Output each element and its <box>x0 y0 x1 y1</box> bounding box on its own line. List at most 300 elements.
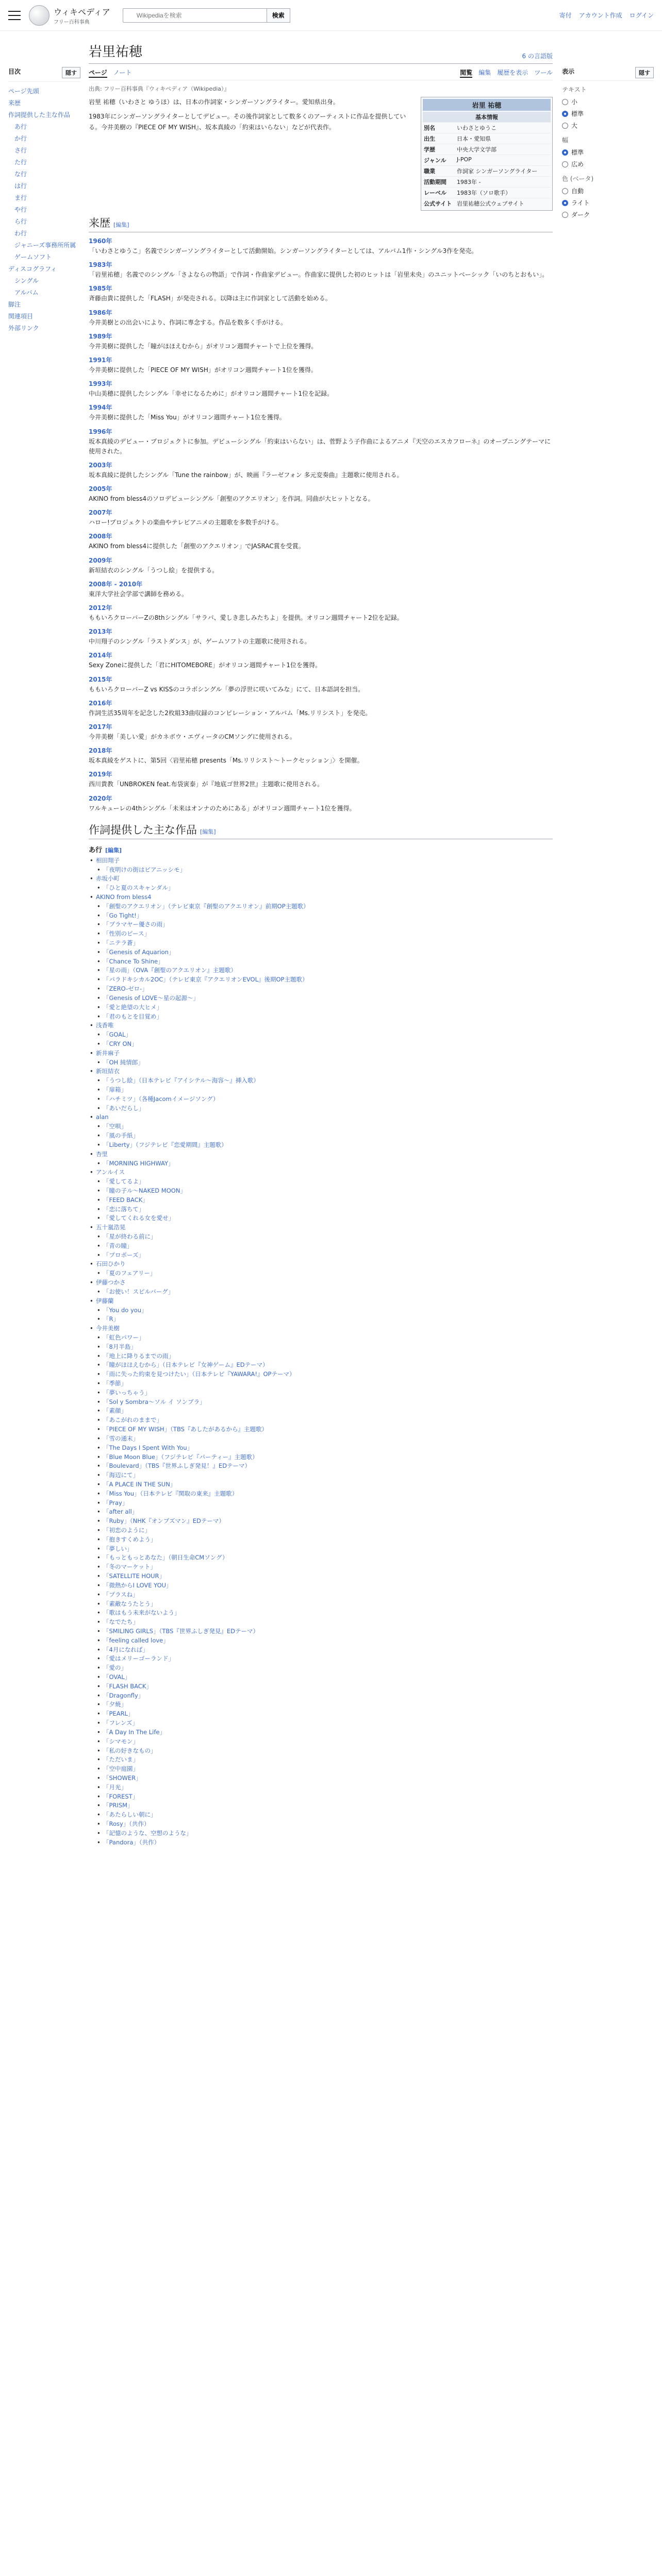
history-year[interactable]: 2020年 <box>89 794 112 802</box>
work-title <box>89 1425 553 1434</box>
work-title <box>89 1141 553 1150</box>
personal-tools <box>559 11 654 20</box>
work-title <box>89 1709 553 1719</box>
history-year[interactable]: 2015年 <box>89 675 112 683</box>
work-link[interactable]: 「星が終わる前に」 <box>103 1233 157 1240</box>
history-year[interactable]: 1994年 <box>89 404 112 412</box>
toc-item[interactable]: 関連項目 <box>8 313 34 320</box>
work-link[interactable]: 「PEARL」 <box>103 1710 134 1718</box>
work-title <box>89 1480 553 1489</box>
toc-item[interactable]: 脚注 <box>8 301 21 308</box>
work-link[interactable]: 「歌はもう未来がないよう」 <box>103 1609 180 1617</box>
radio-icon[interactable] <box>562 99 568 105</box>
work-title <box>89 920 553 929</box>
artist-name <box>89 1150 553 1159</box>
work-title <box>89 1076 553 1086</box>
work-link[interactable]: 「海辺にて」 <box>103 1471 139 1479</box>
work-link[interactable]: 「愛はメリーゴーランド」 <box>103 1655 174 1663</box>
artist-name <box>89 1021 553 1030</box>
artist-name <box>89 1324 553 1333</box>
work-title <box>89 1507 553 1517</box>
infobox-value: J-POP <box>457 156 472 163</box>
wikipedia-globe-icon <box>29 5 49 26</box>
work-title <box>89 1159 553 1168</box>
work-link[interactable]: 「夕焼」 <box>103 1701 127 1708</box>
toc-item[interactable]: や行 <box>14 206 27 213</box>
artist-link[interactable]: 浅香唯 <box>96 1022 114 1029</box>
work-link[interactable]: 「雨に失った約束を見つけたい」（日本テレビ『YAWARA!』OPテーマ） <box>103 1370 295 1378</box>
work-link[interactable]: 「プロポーズ」 <box>103 1251 144 1259</box>
work-link[interactable]: 「ニテラ蒼」 <box>103 939 139 946</box>
work-title <box>89 1352 553 1361</box>
history-text: 「いわさとゆうこ」名義でシンガーソングライターとして活動開始。シンガーソングライターとしては、アルバム1作・シングル3作を発売。 <box>89 247 478 255</box>
history-year[interactable]: 2003年 <box>89 461 112 469</box>
work-link[interactable]: 「Dragonfly」 <box>103 1691 144 1699</box>
radio-icon[interactable] <box>562 161 568 167</box>
work-link[interactable]: 「瞳の子ル〜NAKED MOON」 <box>103 1187 186 1194</box>
work-title <box>89 1406 553 1416</box>
history-text: 東洋大学社会学部で講師を務める。 <box>89 590 188 598</box>
history-text: 坂本真綾をゲストに、第5回〈岩里祐穂 presents「Ms.リリシスト〜トークセッション」〉を開催。 <box>89 757 363 765</box>
work-link[interactable]: 「夏のフェアリー」 <box>103 1269 156 1277</box>
history-year[interactable]: 1960年 <box>89 238 112 245</box>
from-wikipedia: 出典: フリー百科事典『ウィキペディア（Wikipedia）』 <box>89 86 230 92</box>
color-option-label: ダーク <box>571 211 590 218</box>
main-menu-icon[interactable] <box>8 11 21 20</box>
work-link[interactable]: 「記憶のような、空想のような」 <box>103 1829 192 1837</box>
work-link[interactable]: 「SHOWER」 <box>103 1774 142 1782</box>
history-year[interactable]: 2016年 <box>89 699 112 707</box>
work-link[interactable]: 「夢しい」 <box>103 1545 133 1552</box>
work-link[interactable]: 「Liberty」（フジテレビ『恋愛期間』主題歌） <box>103 1141 227 1148</box>
work-title <box>89 948 553 957</box>
work-title <box>89 1755 553 1765</box>
work-link[interactable]: 「Miss You」（日本テレビ『関取の東来』主題歌） <box>103 1489 238 1497</box>
work-link[interactable]: 「月光」 <box>103 1783 127 1791</box>
work-link[interactable]: 「8月半島」 <box>103 1343 137 1350</box>
header-link[interactable]: ログイン <box>629 12 654 19</box>
work-title <box>89 929 553 939</box>
work-title <box>89 1774 553 1783</box>
toc-item[interactable]: た行 <box>14 159 27 166</box>
toc-item[interactable]: ディスコグラフィ <box>8 265 57 273</box>
work-title <box>89 1012 553 1022</box>
toc-item[interactable]: ゲームソフト <box>14 253 52 261</box>
work-title <box>89 1104 553 1113</box>
infobox-key: 出生 <box>424 135 435 142</box>
logo-title: ウィキペディア <box>54 7 110 17</box>
toc-item[interactable]: ジャニーズ事務所所属 <box>14 242 76 249</box>
edit-link[interactable]: [編集] <box>105 846 122 854</box>
work-link[interactable]: 「Go Tight!」 <box>103 911 143 919</box>
work-link[interactable]: 「SMILING GIRLS」（TBS『世界ふしぎ発見』EDテーマ） <box>103 1627 259 1635</box>
work-title <box>89 911 553 921</box>
work-title <box>89 1187 553 1196</box>
history-year[interactable]: 2005年 <box>89 485 112 493</box>
work-link[interactable]: 「パラドキシカル2OC」（テレビ東京『アクエリオンEVOL』後期OP主題歌） <box>103 976 308 984</box>
work-link[interactable]: 「R」 <box>103 1315 119 1323</box>
work-title <box>89 1131 553 1141</box>
work-title <box>89 1462 553 1471</box>
work-link[interactable]: 「Chance To Shine」 <box>103 957 164 965</box>
history-year[interactable]: 2018年 <box>89 747 112 755</box>
main-content <box>89 41 553 1847</box>
work-link[interactable]: 「A Day In The Life」 <box>103 1728 166 1736</box>
toc-hide-button[interactable]: 隠す <box>62 67 80 78</box>
infobox-subheader: 基本情報 <box>423 112 551 122</box>
artist-name <box>89 1297 553 1306</box>
work-link[interactable]: 「愛してくれる女を愛せ」 <box>103 1214 174 1222</box>
work-title <box>89 1379 553 1388</box>
work-link[interactable]: 「FLASH BACK」 <box>103 1682 152 1690</box>
work-link[interactable]: 「Boulevard」（TBS『世界ふしぎ発見！』EDテーマ） <box>103 1462 251 1470</box>
infobox-row <box>423 198 551 209</box>
history-year[interactable]: 2007年 <box>89 509 112 517</box>
work-link[interactable]: 「虹色パワー」 <box>103 1333 145 1341</box>
work-link[interactable]: 「Genesis of LOVE〜星の起源〜」 <box>103 994 199 1002</box>
artist-link[interactable]: アンルイス <box>96 1168 125 1176</box>
toc-item[interactable]: 作詞提供した主な作品 <box>8 111 71 118</box>
artist-link[interactable]: 伊藤蘭 <box>96 1297 114 1304</box>
work-link[interactable]: 「あいだらし」 <box>103 1104 145 1112</box>
work-title <box>89 1333 553 1343</box>
artist-link[interactable]: alan <box>96 1113 109 1121</box>
work-link[interactable]: 「風の手紙」 <box>103 1132 139 1140</box>
infobox-title: 岩里 祐穂 <box>423 99 551 111</box>
history-text: 坂本真綾のデビュー・プロジェクトに参加。デビューシングル「約束はいらない」は、菅野よう子作曲によるアニメ『天空のエスカフローネ』のオープニングテーマに使用された。 <box>89 437 551 455</box>
color-option[interactable] <box>562 197 654 209</box>
work-link[interactable]: 「空唄」 <box>103 1123 127 1130</box>
site-logo[interactable] <box>29 5 110 26</box>
color-option[interactable] <box>562 209 654 221</box>
artist-link[interactable]: 五十嵐浩晃 <box>96 1224 126 1231</box>
radio-icon[interactable] <box>562 111 568 117</box>
work-link[interactable]: 「創聖のアクエリオン」（テレビ東京『創聖のアクエリオン』前期OP主題歌） <box>103 902 309 910</box>
infobox-key: 職業 <box>424 168 435 175</box>
work-link[interactable]: 「夢いっちゃう」 <box>103 1388 151 1396</box>
artist-name <box>89 856 553 866</box>
work-title <box>89 1526 553 1535</box>
work-link[interactable]: 「微熱からI LOVE YOU」 <box>103 1581 172 1589</box>
work-title <box>89 1306 553 1315</box>
color-option-label: 自動 <box>571 188 584 195</box>
work-title <box>89 1343 553 1352</box>
work-title <box>89 1434 553 1444</box>
work-link[interactable]: 「GOAL」 <box>103 1031 132 1039</box>
work-link[interactable]: 「うつし絵」（日本テレビ『アイシテル〜海容〜』挿入歌） <box>103 1077 259 1084</box>
work-link[interactable]: 「あたらしい朝に」 <box>103 1811 157 1819</box>
page-tabs <box>89 68 553 80</box>
work-link[interactable]: 「PRISM」 <box>103 1802 134 1809</box>
work-link[interactable]: 「ハチミツ」（各種Jacomイメージソング） <box>103 1095 219 1103</box>
work-title <box>89 1489 553 1499</box>
work-title <box>89 1453 553 1462</box>
artist-link[interactable]: 新井麻子 <box>96 1049 120 1057</box>
work-title <box>89 1618 553 1627</box>
work-link[interactable]: 「after all」 <box>103 1508 138 1516</box>
history-year[interactable]: 1985年 <box>89 285 112 293</box>
work-link[interactable]: 「MORNING HIGHWAY」 <box>103 1159 174 1167</box>
toc-item[interactable]: な行 <box>14 171 27 178</box>
work-link[interactable]: 「扉箱」 <box>103 1086 127 1093</box>
edit-link[interactable]: [編集] <box>113 222 129 228</box>
toc-item[interactable]: 来歴 <box>8 99 21 107</box>
work-title <box>89 1003 553 1012</box>
color-option-label: ライト <box>571 199 590 207</box>
work-title <box>89 884 553 893</box>
work-title <box>89 1444 553 1453</box>
tab[interactable]: 閲覧 <box>460 68 472 78</box>
width-option[interactable] <box>562 146 654 158</box>
work-title <box>89 1214 553 1223</box>
work-link[interactable]: 「星の雨」（OVA『創聖のアクエリオン』主題歌） <box>103 967 237 974</box>
work-title <box>89 1810 553 1820</box>
infobox-value: いわさとゆうこ <box>457 125 496 131</box>
work-title <box>89 1370 553 1379</box>
work-link[interactable]: 「CRY ON」 <box>103 1040 138 1047</box>
work-link[interactable]: 「Ruby」（NHK『オンブズマン』EDテーマ） <box>103 1517 225 1525</box>
work-link[interactable]: 「冬のマーケット」 <box>103 1563 156 1571</box>
toc-item[interactable]: さ行 <box>14 147 27 154</box>
artist-link[interactable]: 赤坂小町 <box>96 875 120 883</box>
radio-icon[interactable] <box>562 123 568 129</box>
work-link[interactable]: 「SATELLITE HOUR」 <box>103 1572 166 1580</box>
toc-item[interactable]: アルバム <box>14 289 39 296</box>
work-link[interactable]: 「愛の」 <box>103 1664 127 1672</box>
width-option-label: 標準 <box>571 149 584 156</box>
radio-icon[interactable] <box>562 200 568 206</box>
artist-link[interactable]: 相田翔子 <box>96 856 120 864</box>
work-link[interactable]: 「Rosy」（共作） <box>103 1820 150 1827</box>
history-text: 「岩里祐穂」名義でのシングル「さよならの物語」で作詞・作曲家デビュー。作曲家に提供した初のヒットは「岩里未央」のユニットベーシック「いのちとおもい」。 <box>89 271 549 279</box>
work-link[interactable]: 「空中庭園」 <box>103 1765 139 1773</box>
work-link[interactable]: 「素敵なうたとう」 <box>103 1600 157 1607</box>
work-link[interactable]: 「OVAL」 <box>103 1673 131 1681</box>
work-title <box>89 1590 553 1600</box>
search-input[interactable] <box>123 8 267 23</box>
work-link[interactable]: 「抱きすくめよう」 <box>103 1535 157 1543</box>
history-text: ハロー!プロジェクトの楽曲やテレビアニメの主題歌を多数手がける。 <box>89 519 283 527</box>
infobox-row <box>423 133 551 144</box>
work-link[interactable]: 「季節」 <box>103 1380 127 1387</box>
toc-item[interactable]: ら行 <box>14 218 27 225</box>
toc-item[interactable]: ページ先頭 <box>8 88 39 95</box>
work-link[interactable]: 「Sol y Sombra〜ソル イ ソンブラ」 <box>103 1398 206 1405</box>
work-link[interactable]: 「フレンズ」 <box>103 1719 138 1727</box>
history-year[interactable]: 2014年 <box>89 652 112 659</box>
work-link[interactable]: 「地上に降りるまでの雨」 <box>103 1352 174 1360</box>
history-text: 今井美樹「美しい愛」がカネボウ・エヴィータのCMソングに使用される。 <box>89 733 296 740</box>
work-link[interactable]: 「お使い！スピルバーグ」 <box>103 1287 174 1295</box>
infobox <box>421 97 553 211</box>
artist-link[interactable]: 伊藤つかさ <box>96 1279 126 1286</box>
work-link[interactable]: 「プラスね」 <box>103 1590 139 1598</box>
work-link[interactable]: 「FOREST」 <box>103 1792 139 1800</box>
work-title <box>89 1517 553 1526</box>
work-title <box>89 1315 553 1324</box>
header-link[interactable]: アカウント作成 <box>578 12 622 19</box>
toc-item[interactable]: シングル <box>14 277 39 284</box>
radio-icon[interactable] <box>562 188 568 194</box>
history-text: 今井美樹に提供した「PIECE OF MY WISH」がオリコン週間チャート1位を獲得。 <box>89 366 317 374</box>
artist-link[interactable]: 新垣結衣 <box>96 1067 120 1075</box>
history-year[interactable]: 1983年 <box>89 261 112 269</box>
history-text: 中山美穂に提供したシングル「幸せになるために」がオリコン週間チャート1位を記録。 <box>89 390 334 398</box>
appearance-title: 表示 <box>562 68 575 75</box>
work-link[interactable]: 「ただいま」 <box>103 1756 139 1764</box>
history-text: 作詞生活35周年を記念した2枚組33曲収録のコンピレーション・アルバム「Ms.リリシスト」を発売。 <box>89 709 372 717</box>
history-year[interactable]: 1989年 <box>89 332 112 340</box>
infobox-row <box>423 187 551 198</box>
work-link[interactable]: 「PIECE OF MY WISH」（TBS『あしたがあるから』主題歌） <box>103 1426 268 1433</box>
work-link[interactable]: 「もっともっとあなた」（朝日生命CMソング） <box>103 1554 228 1562</box>
work-link[interactable]: 「愛してるよ」 <box>103 1178 145 1185</box>
artist-link[interactable]: 石田ひかり <box>96 1260 126 1268</box>
work-title <box>89 1232 553 1242</box>
work-link[interactable]: 「Pray」 <box>103 1499 128 1506</box>
history-year[interactable]: 2017年 <box>89 723 112 731</box>
logo-subtitle: フリー百科事典 <box>54 19 90 25</box>
work-title <box>89 1269 553 1278</box>
work-link[interactable]: 「君のもとを目覚め」 <box>103 1012 162 1020</box>
work-link[interactable]: 「夜明けの街はビアニッシモ」 <box>103 866 186 873</box>
toc-item[interactable]: は行 <box>14 182 27 190</box>
toc-item[interactable]: あ行 <box>14 123 27 130</box>
work-title <box>89 1563 553 1572</box>
history-text: 今井美樹との出会いにより、作詞に専念する。作品を数多く手がける。 <box>89 318 287 326</box>
infobox-row <box>423 165 551 176</box>
history-text: 新垣結衣のシングル「うつし絵」を提供する。 <box>89 566 219 574</box>
work-title <box>89 1095 553 1104</box>
work-title <box>89 1545 553 1554</box>
works-list <box>89 856 553 1848</box>
header-link[interactable]: 寄付 <box>559 12 572 19</box>
work-link[interactable]: 「素顔」 <box>103 1407 127 1415</box>
work-link[interactable]: 「雪の通末」 <box>103 1434 139 1442</box>
radio-icon[interactable] <box>562 212 568 218</box>
work-title <box>89 1040 553 1049</box>
work-link[interactable]: 「A PLACE IN THE SUN」 <box>103 1480 176 1488</box>
infobox-value: 岩里祐穂公式ウェブサイト <box>457 200 524 207</box>
work-link[interactable]: 「feeling called love」 <box>103 1636 169 1644</box>
work-title <box>89 1682 553 1691</box>
history-year[interactable]: 1986年 <box>89 309 112 316</box>
work-title <box>89 1820 553 1829</box>
lead-paragraph: 1983年にシンガーソングライターとしてデビュー。その後作詞家として数多くのアーティストに作品を提供している。今井美樹の『PIECE OF MY WISH』、坂本真綾の「約束はいらない」などが代表作。 <box>89 113 406 131</box>
history-year[interactable]: 1993年 <box>89 380 112 388</box>
toc-item[interactable]: 外部リンク <box>8 325 39 332</box>
work-title <box>89 1388 553 1398</box>
work-title <box>89 1416 553 1425</box>
work-title <box>89 1553 553 1563</box>
width-option-label: 広め <box>571 161 584 168</box>
work-link[interactable]: 「OH 純情郎」 <box>103 1058 144 1066</box>
appearance-hide-button[interactable]: 隠す <box>635 67 654 78</box>
toc-item[interactable]: ま行 <box>14 194 27 201</box>
history-year[interactable]: 2008年 - 2010年 <box>89 580 143 588</box>
radio-icon[interactable] <box>562 149 568 156</box>
work-link[interactable]: 「ブラマヤー優さの雨」 <box>103 921 169 928</box>
text-option[interactable] <box>562 120 654 131</box>
search-button[interactable]: 検索 <box>267 8 290 23</box>
history-year[interactable]: 1991年 <box>89 356 112 364</box>
work-link[interactable]: 「Blue Moon Blue」（フジテレビ『パーティー』主題歌） <box>103 1453 258 1461</box>
work-title <box>89 1581 553 1590</box>
appearance-panel <box>562 67 654 221</box>
language-button[interactable]: 6 の言語版 <box>522 53 553 60</box>
artist-name <box>89 893 553 902</box>
edit-link[interactable]: [編集] <box>200 828 216 835</box>
color-option[interactable] <box>562 185 654 197</box>
work-title <box>89 1058 553 1067</box>
tab[interactable]: 編集 <box>478 69 491 76</box>
work-link[interactable]: 「ひと夏のスキャンダル」 <box>103 884 174 892</box>
work-link[interactable]: 「性別のピース」 <box>103 930 150 938</box>
work-title <box>89 957 553 967</box>
tab[interactable]: ノート <box>113 69 132 76</box>
work-link[interactable]: 「あこがれのままで」 <box>103 1416 162 1424</box>
text-option[interactable] <box>562 96 654 108</box>
artist-link[interactable]: 今井美樹 <box>96 1325 120 1332</box>
work-title <box>89 985 553 994</box>
history-text: Sexy Zoneに提供した「君にHITOMEBORE」がオリコン週間チャート1位を獲得。 <box>89 662 322 669</box>
history-year[interactable]: 2008年 <box>89 533 112 540</box>
artist-link[interactable]: 杏里 <box>96 1150 108 1158</box>
tab[interactable]: 履歴を表示 <box>497 69 528 76</box>
work-title <box>89 1205 553 1214</box>
works-subheading: あ行 [編集] <box>89 846 122 854</box>
work-title <box>89 1700 553 1709</box>
work-title <box>89 1838 553 1848</box>
history-year[interactable]: 2009年 <box>89 556 112 564</box>
toc-item[interactable]: か行 <box>14 135 27 142</box>
history-year[interactable]: 1996年 <box>89 428 112 435</box>
history-text: 西川貴教「UNBROKEN feat.布袋寅泰」が『地底ゴ世界2世』主題歌に使用される。 <box>89 781 324 788</box>
artist-link[interactable]: AKINO from bless4 <box>96 893 152 901</box>
work-link[interactable]: 「シマモン」 <box>103 1737 139 1745</box>
history-year[interactable]: 2019年 <box>89 771 112 778</box>
tab[interactable]: ページ <box>89 68 107 78</box>
width-option[interactable] <box>562 158 654 170</box>
work-link[interactable]: 「青の瞳」 <box>103 1242 133 1249</box>
tab[interactable]: ツール <box>534 69 553 76</box>
work-link[interactable]: 「愛と絶望の大ヒメ」 <box>103 1003 162 1011</box>
work-link[interactable]: 「ZERO-ゼロ-」 <box>103 985 148 993</box>
infobox-key: ジャンル <box>424 157 446 164</box>
work-link[interactable]: 「恋に落ちて」 <box>103 1205 145 1213</box>
search-form <box>123 8 290 23</box>
work-link[interactable]: 「FEED BACK」 <box>103 1196 148 1204</box>
history-text: ももいろクローバーZの8thシングル「サラバ、愛しき悲しみたちよ」を提供。オリコン週間チャート2位を記録。 <box>89 614 403 621</box>
history-text: AKINO from bless4に提供した「創聖のアクエリオン」でJASRAC賞を受賞。 <box>89 543 305 550</box>
toc-item[interactable]: わ行 <box>14 230 27 237</box>
work-link[interactable]: 「なでたち」 <box>103 1618 139 1626</box>
work-link[interactable]: 「Genesis of Aquarion」 <box>103 948 175 956</box>
work-link[interactable]: 「瞳がほほえむから」（日本テレビ『女神ゲーム』EDテーマ） <box>103 1361 269 1369</box>
work-title <box>89 1251 553 1260</box>
history-year[interactable]: 2013年 <box>89 628 112 636</box>
work-link[interactable]: 「4月になれば」 <box>103 1646 148 1653</box>
work-link[interactable]: 「The Days I Spent With You」 <box>103 1444 193 1451</box>
work-link[interactable]: 「初恋のように」 <box>103 1527 151 1534</box>
work-link[interactable]: 「You do you」 <box>103 1306 147 1314</box>
history-year[interactable]: 2012年 <box>89 604 112 612</box>
work-link[interactable]: 「私の好きなもの」 <box>103 1747 157 1754</box>
work-title <box>89 1646 553 1655</box>
work-link[interactable]: 「Pandora」（共作） <box>103 1838 160 1846</box>
infobox-value: 中央大学文学部 <box>457 146 496 153</box>
text-option[interactable] <box>562 108 654 120</box>
